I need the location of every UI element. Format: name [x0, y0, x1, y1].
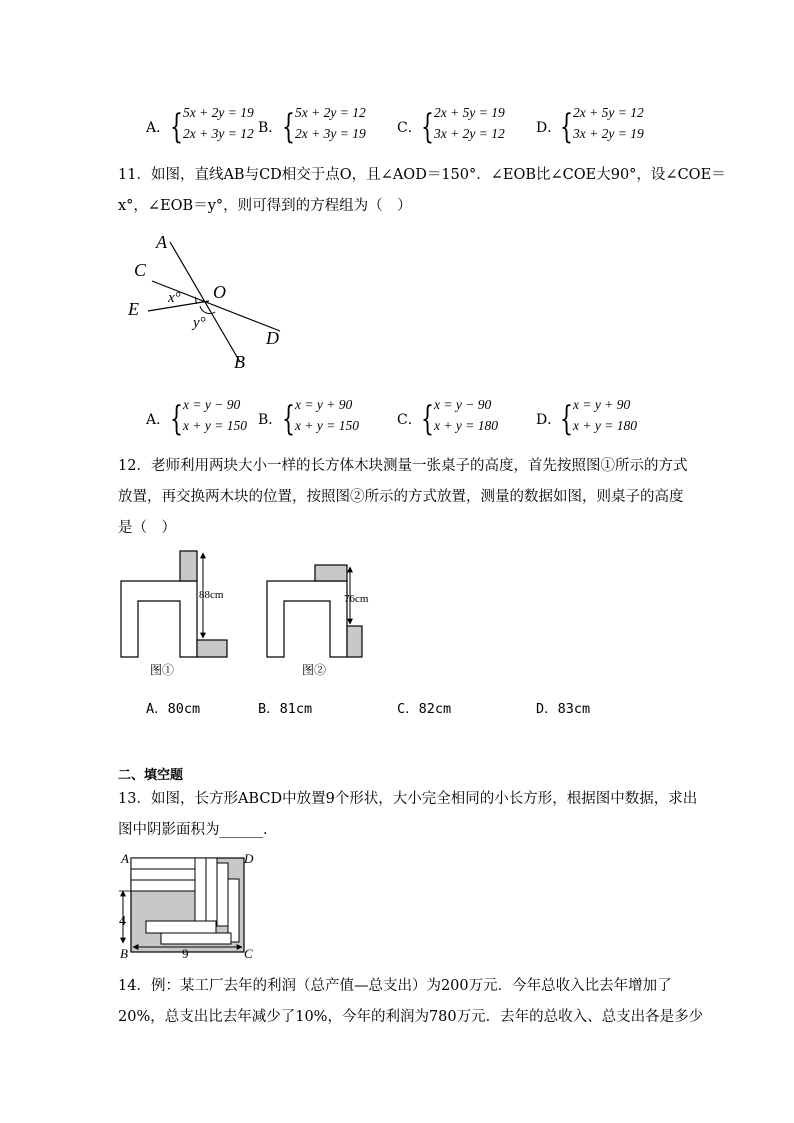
- small-rect: [195, 858, 206, 921]
- brace-icon: {: [421, 399, 434, 439]
- brace-icon: {: [170, 107, 183, 147]
- equation: 2x + 5y = 12: [573, 105, 644, 120]
- equation: 2x + 3y = 19: [295, 126, 366, 141]
- equation: x + y = 180: [434, 418, 498, 433]
- q13-stem-line2: 图中阴影面积为______．: [118, 822, 278, 838]
- brace-icon: {: [282, 107, 295, 147]
- option-label: B．: [258, 120, 283, 136]
- point-o-label: O: [213, 282, 226, 302]
- q13-rectangle-figure: [118, 850, 263, 962]
- point-d-label: D: [266, 328, 279, 348]
- brace-icon: {: [560, 107, 573, 147]
- section-title: 二、填空题: [118, 768, 184, 783]
- q13-stem-line1: 13．如图，长方形ABCD中放置9个形状，大小完全相同的小长方形，根据图中数据，求出: [118, 791, 698, 807]
- point-b-label: B: [234, 352, 245, 372]
- equation: x + y = 150: [183, 418, 247, 433]
- point-a-label: A: [121, 851, 129, 866]
- brace-icon: {: [560, 399, 573, 439]
- point-e-label: E: [128, 299, 139, 319]
- q12-option-b[interactable]: B．81cm: [258, 701, 313, 717]
- equation: 2x + 5y = 19: [434, 105, 505, 120]
- point-d-label: D: [244, 851, 254, 866]
- q11-stem-line2: x°，∠EOB＝y°，则可得到的方程组为（ ）: [118, 198, 412, 214]
- point-b-label: B: [120, 946, 128, 961]
- q11-stem-line1: 11．如图，直线AB与CD相交于点O，且∠AOD＝150°．∠EOB比∠COE大90°，设∠COE＝: [118, 167, 726, 183]
- equation: 3x + 2y = 19: [573, 126, 644, 141]
- option-label: C．: [397, 412, 422, 428]
- small-rect: [206, 858, 217, 921]
- height-label: 4: [119, 914, 126, 929]
- equation: x = y + 90: [573, 397, 631, 412]
- option-label: B．: [258, 412, 283, 428]
- equation: x = y + 90: [295, 397, 353, 412]
- figure-1: [121, 551, 227, 677]
- q12-stem-line3: 是（ ）: [118, 520, 176, 536]
- equation: x + y = 180: [573, 418, 637, 433]
- point-c-label: C: [244, 946, 253, 961]
- q12-stem-line1: 12．老师利用两块大小一样的长方体木块测量一张桌子的高度，首先按照图①所示的方式: [118, 458, 688, 474]
- q14-stem-line1: 14．例：某工厂去年的利润（总产值—总支出）为200万元．今年总收入比去年增加了: [118, 978, 672, 994]
- equation: x = y − 90: [183, 397, 241, 412]
- measure-label: 88cm: [199, 589, 224, 601]
- q12-stem-line2: 放置，再交换两木块的位置，按照图②所示的方式放置，测量的数据如图，则桌子的高度: [118, 489, 684, 505]
- equation: x + y = 150: [295, 418, 359, 433]
- brace-icon: {: [421, 107, 434, 147]
- small-rect: [161, 933, 231, 944]
- equation: x = y − 90: [434, 397, 492, 412]
- option-label: C．: [397, 120, 422, 136]
- table-shape: [267, 581, 347, 657]
- q12-option-c[interactable]: C．82cm: [397, 701, 452, 717]
- wood-block-flat: [197, 640, 227, 657]
- q12-table-figures: [118, 548, 378, 683]
- option-label: A．: [146, 120, 171, 136]
- angle-y-label: y°: [193, 315, 206, 331]
- equation: 2x + 3y = 12: [183, 126, 254, 141]
- wood-block-upright: [180, 551, 197, 581]
- point-c-label: C: [134, 260, 147, 280]
- q12-option-a[interactable]: A．80cm: [146, 701, 201, 717]
- measure-label: 76cm: [344, 593, 369, 605]
- equation: 3x + 2y = 12: [434, 126, 505, 141]
- figure-2: [267, 565, 369, 677]
- width-label: 9: [182, 946, 189, 961]
- angle-x-label: x°: [168, 290, 181, 306]
- point-a-label: A: [156, 232, 167, 252]
- q11-angle-figure: [120, 228, 300, 378]
- option-label: D．: [536, 120, 562, 136]
- figure-label: 图①: [150, 663, 175, 677]
- small-rect: [146, 921, 216, 933]
- equation: 5x + 2y = 12: [295, 105, 366, 120]
- option-label: A．: [146, 412, 171, 428]
- small-rect: [217, 863, 228, 926]
- q12-option-d[interactable]: D．83cm: [536, 701, 591, 717]
- brace-icon: {: [282, 399, 295, 439]
- q14-stem-line2: 20%，总支出比去年减少了10%，今年的利润为780万元．去年的总收入、总支出各是多少: [118, 1009, 704, 1025]
- wood-block-upright: [347, 626, 362, 657]
- wood-block-flat: [315, 565, 347, 581]
- figure-label: 图②: [302, 663, 327, 677]
- option-label: D．: [536, 412, 562, 428]
- equation: 5x + 2y = 19: [183, 105, 254, 120]
- table-shape: [121, 581, 197, 657]
- brace-icon: {: [170, 399, 183, 439]
